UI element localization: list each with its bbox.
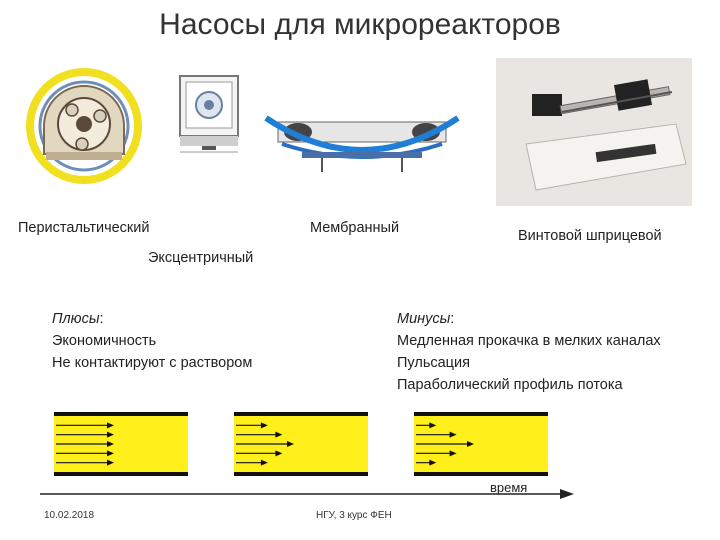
cons-item: Параболический профиль потока	[397, 377, 623, 393]
membrane-pump-image	[262, 112, 462, 176]
eccentric-pump-image	[178, 72, 240, 172]
flow-arrows	[234, 412, 368, 476]
flow-arrow-head	[107, 432, 114, 438]
pros-heading: Плюсы:	[52, 311, 104, 327]
pros-item: Не контактируют с раствором	[52, 355, 253, 371]
flow-arrow-head	[107, 460, 114, 466]
flow-tube-3	[414, 412, 548, 476]
time-axis-label: время	[490, 480, 528, 495]
flow-arrows	[54, 412, 188, 476]
cons-heading: Минусы:	[397, 311, 455, 327]
flow-tube-2	[234, 412, 368, 476]
footer-date: 10.02.2018	[44, 510, 95, 521]
footer-course: НГУ, 3 курс ФЕН	[316, 510, 392, 521]
pros-item: Экономичность	[52, 333, 157, 349]
flow-arrow-head	[467, 441, 474, 447]
flow-arrow-head	[261, 422, 268, 428]
eccentric-label: Эксцентричный	[148, 250, 254, 266]
flow-arrow-head	[107, 450, 114, 456]
flow-arrow-head	[107, 441, 114, 447]
flow-arrow-head	[287, 441, 294, 447]
cons-item: Медленная прокачка в мелких каналах	[397, 333, 661, 349]
page-title: Насосы для микрореакторов	[159, 8, 561, 41]
flow-arrow-head	[450, 432, 457, 438]
flow-arrow-head	[107, 422, 114, 428]
peristaltic-pump-image	[24, 64, 144, 188]
flow-tube-1	[54, 412, 188, 476]
syringe-label: Винтовой шприцевой	[518, 228, 662, 244]
flow-arrow-head	[261, 460, 268, 466]
cons-item: Пульсация	[397, 355, 470, 371]
flow-arrow-head	[275, 432, 282, 438]
cons-list	[397, 308, 661, 396]
syringe-pump-image	[496, 58, 692, 206]
flow-arrow-head	[275, 450, 282, 456]
flow-arrow-head	[429, 460, 436, 466]
time-axis-arrow	[40, 486, 576, 502]
membrane-label: Мембранный	[310, 220, 400, 236]
flow-arrow-head	[429, 422, 436, 428]
pros-list	[52, 308, 252, 374]
peristaltic-label: Перистальтический	[18, 220, 150, 236]
flow-arrows	[414, 412, 548, 476]
flow-arrow-head	[450, 450, 457, 456]
